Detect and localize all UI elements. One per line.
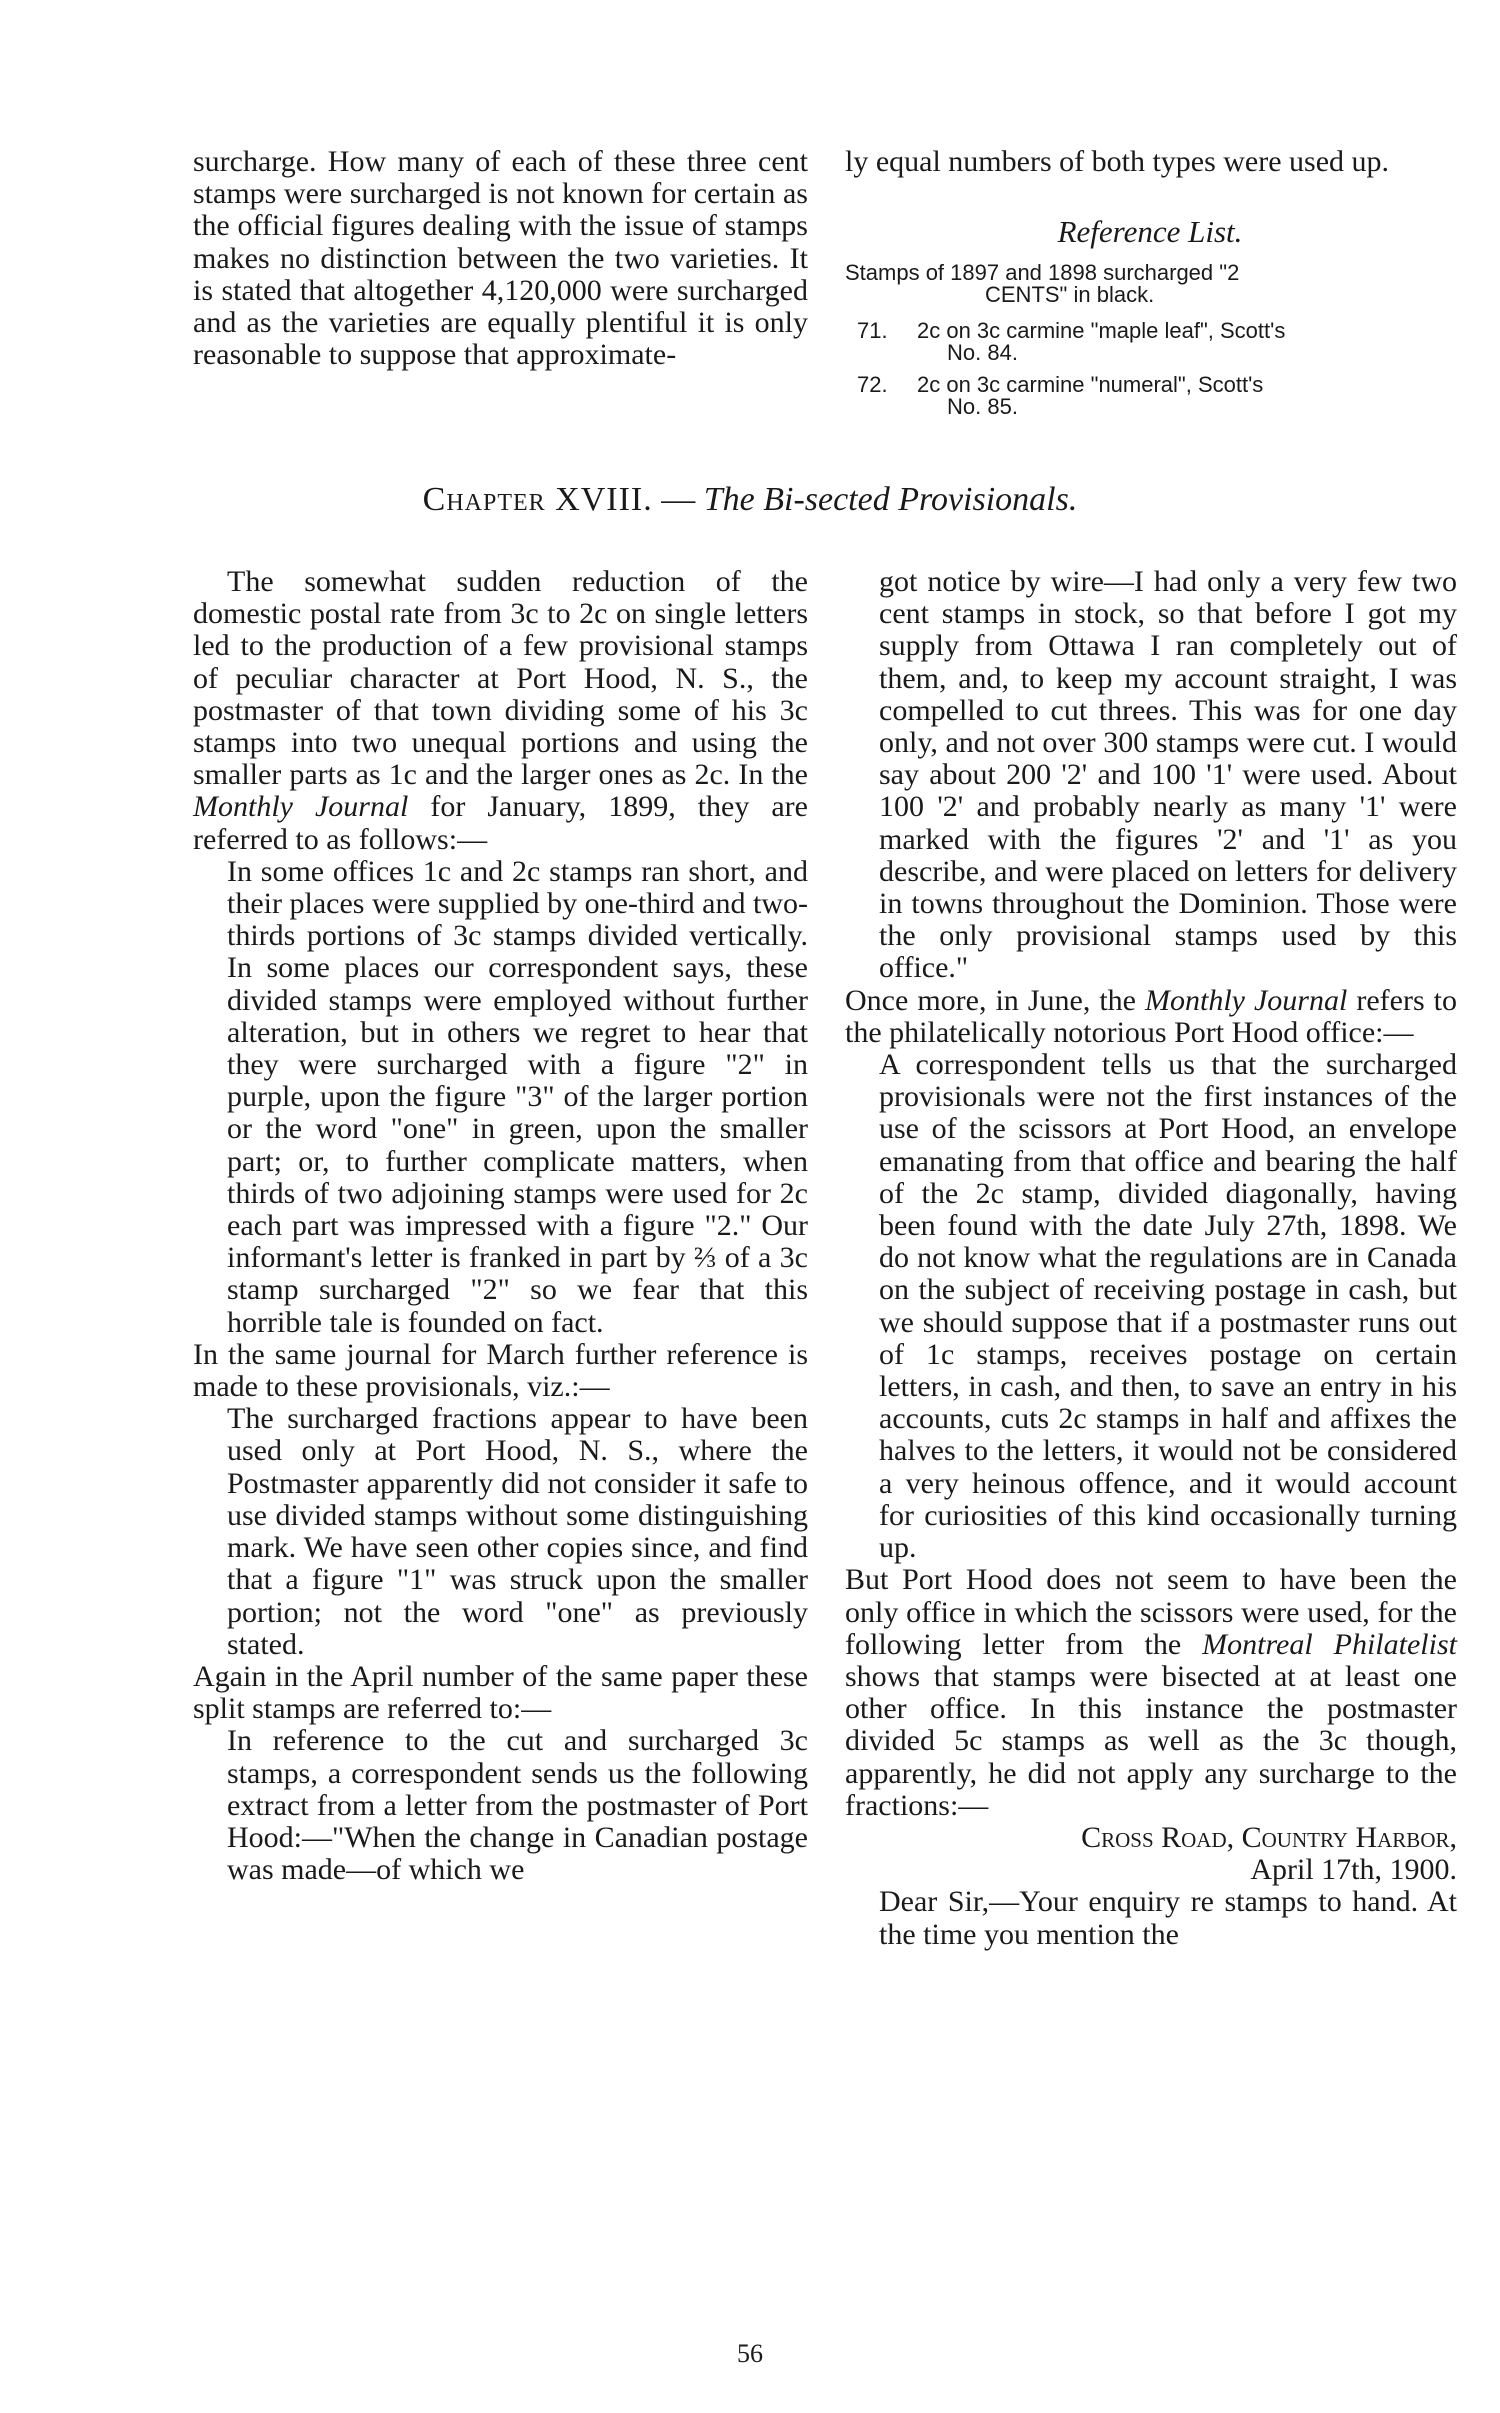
reference-text: [917, 374, 1455, 418]
body-right-column: [845, 566, 1457, 1951]
letter-body: Dear Sir,—Your enquiry re stamps to hand. At the time you mention the: [879, 1885, 1457, 1951]
paragraph: [845, 1564, 1457, 1822]
paragraph: [193, 566, 808, 856]
quoted-paragraph: A correspondent tells us that the surcharged provisionals were not the first instances of the use of the scissors at Port Hood, an envelope emanating from that office and bearing the half of the 2c stamp, divided diagonally, having been found with the date July 27th, 1898. We do not know what the regulations are in Canada on the subject of receiving postage in cash, but we should suppose that if a postmaster runs out of 1c stamps, receives postage on certain letters, in cash, and then, to save an entry in his accounts, cuts 2c stamps in half and affixes the halves to the letters, it would not be considered a very heinous offence, and it would account for curiosities of this kind occasionally turning up.: [879, 1048, 1457, 1565]
quoted-paragraph: In reference to the cut and surcharged 3c stamps, a correspondent sends us the following extract from a letter from the postmaster of Port Hood:—"When the change in Canadian postage was made—of which we: [227, 1724, 808, 1887]
paragraph-text: for January, 1899, they are referred to as follows:—: [193, 790, 808, 856]
quoted-paragraph: In some offices 1c and 2c stamps ran short, and their places were supplied by one-third and two-thirds portions of 3c stamps divided vertically. In some places our correspondent says, these divided stamps were employed without further alteration, but in others we regret to hear that they were surcharged with a figure "2" in purple, upon the figure "3" of the larger portion or the word "one" in green, upon the smaller part; or, to further complicate matters, when thirds of two adjoining stamps were used for 2c each part was impressed with a figure "2." Our informant's letter is franked in part by ⅔ of a 3c stamp surcharged "2" so we fear that this horrible tale is founded on fact.: [227, 854, 808, 1339]
chapter-dash: —: [652, 481, 704, 518]
reference-number: 71.: [857, 318, 888, 344]
letter-date: April 17th, 1900.: [1250, 1853, 1457, 1887]
quoted-paragraph: got notice by wire—I had only a very few two cent stamps in stock, so that before I got my supply from Ottawa I ran completely out of them, and, to keep my account straight, I was compelled to cut threes. This was for one day only, and not over 300 stamps were cut. I would say about 200 '2' and 100 '1' were used. About 100 '2' and probably nearly as many '1' were marked with the figures '2' and '1' as you describe, and were placed on letters for delivery in towns throughout the Dominion. Those were the only provisional stamps used by this office.": [879, 565, 1457, 985]
journal-title: Monthly Journal: [1145, 983, 1348, 1017]
reference-text-line-2: No. 84.: [947, 340, 1018, 366]
chapter-label: Chapter XVIII.: [422, 481, 653, 518]
paragraph: Again in the April number of the same paper these split stamps are referred to:—: [193, 1659, 808, 1726]
reference-text-line-1: 2c on 3c carmine "numeral", Scott's: [917, 372, 1264, 398]
chapter-heading: [0, 481, 1500, 519]
top-left-column: [193, 146, 808, 371]
journal-title: Monthly Journal: [193, 790, 409, 824]
page-number: 56: [737, 2339, 763, 2368]
top-right-column: [845, 146, 1455, 428]
reference-text-line-2: No. 85.: [947, 394, 1018, 420]
paragraph-text: Once more, in June, the: [845, 983, 1145, 1017]
journal-title: Montreal Philatelist: [1202, 1627, 1457, 1661]
reference-number: 72.: [857, 372, 888, 398]
top-right-paragraph: ly equal numbers of both types were used up.: [845, 145, 1390, 178]
top-left-paragraph: surcharge. How many of each of these three cent stamps were surcharged is not known for certain as the official figures dealing with the issue of stamps makes no distinction between the two varieties. It is stated that altogether 4,120,000 were surcharged and as the varieties are equally plentiful it is only reasonable to suppose that approximate-: [193, 145, 808, 372]
reference-header-line-1: Stamps of 1897 and 1898 surcharged "2: [845, 260, 1240, 286]
paragraph-text: refers to the philatelically notorious Port Hood office:—: [845, 983, 1457, 1049]
reference-list-header: [845, 262, 1455, 306]
chapter-title: The Bi-sected Provisionals.: [703, 481, 1078, 518]
paragraph-text: The somewhat sudden reduction of the domestic postal rate from 3c to 2c on single letters led to the production of a few provisional stamps of peculiar character at Port Hood, N. S., the postmaster of that town dividing some of his 3c stamps into two unequal portions and using the smaller parts as 1c and the larger ones as 2c. In the: [193, 565, 808, 792]
reference-list-title: Reference List.: [1057, 214, 1243, 250]
reference-header-line-2: CENTS" in black.: [985, 282, 1155, 308]
reference-item: [845, 320, 1455, 364]
body-left-column: [193, 566, 808, 1886]
quoted-paragraph: The surcharged fractions appear to have been used only at Port Hood, N. S., where the Postmaster apparently did not consider it safe to use divided stamps without some distinguishing mark. We have seen other copies since, and find that a figure "1" was struck upon the smaller portion; not the word "one" as previously stated.: [227, 1402, 808, 1661]
paragraph-text: shows that stamps were bisected at at least one other office. In this instance the postmaster divided 5c stamps as well as the 3c though, apparently, he did not apply any surcharge to the fractions:—: [845, 1659, 1457, 1822]
paragraph: [845, 985, 1457, 1049]
reference-text-line-1: 2c on 3c carmine "maple leaf", Scott's: [917, 318, 1286, 344]
letter-address: Cross Road, Country Harbor,: [1081, 1820, 1457, 1854]
reference-item: [845, 374, 1455, 418]
reference-text: [917, 320, 1455, 364]
paragraph-text: But Port Hood does not seem to have been the only office in which the scissors were used, for the following letter from the: [845, 1563, 1457, 1661]
paragraph: In the same journal for March further reference is made to these provisionals, viz.:—: [193, 1337, 808, 1404]
